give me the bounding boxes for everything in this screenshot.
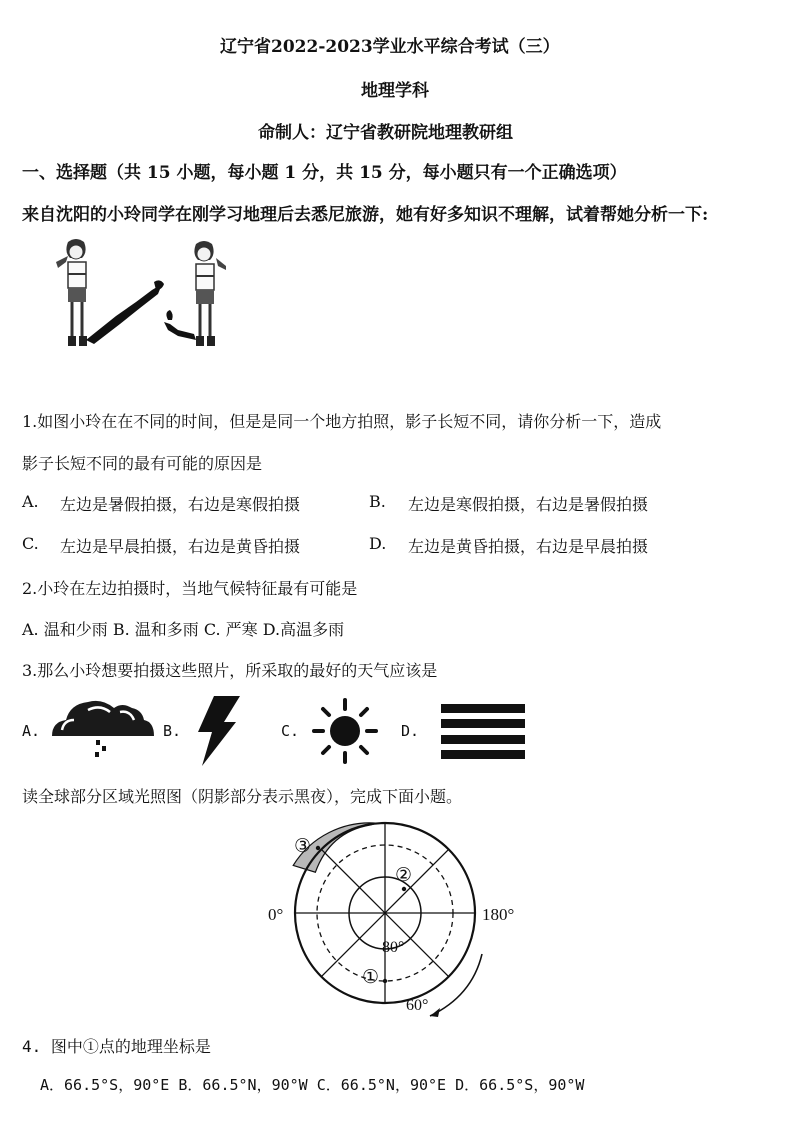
q1-option-d-label: D.	[369, 534, 387, 553]
label-60-deg: 60°	[406, 997, 429, 1014]
label-0-deg: 0°	[268, 905, 284, 924]
label-point-2: ②	[395, 865, 413, 886]
sun-icon	[312, 698, 378, 764]
intro-text: 来自沈阳的小玲同学在刚学习地理后去悉尼旅游，她有好多知识不理解，试着帮她分析一下:	[22, 205, 709, 225]
lightning-icon	[194, 696, 242, 766]
q2-stem: 2.小玲在左边拍摄时，当地气候特征最有可能是	[22, 579, 358, 598]
q4-stem: 4. 图中①点的地理坐标是	[22, 1037, 211, 1056]
label-point-1: ①	[362, 967, 380, 988]
point-3-dot	[316, 846, 320, 850]
left-girl-figure	[56, 239, 164, 346]
q3-option-a-label: A.	[22, 722, 41, 740]
author-line: 命制人：辽宁省教研院地理教研组	[258, 123, 513, 143]
map-intro: 读全球部分区域光照图（阴影部分表示黑夜），完成下面小题。	[22, 787, 463, 806]
q3-option-d-label: D.	[401, 722, 420, 740]
q1-option-b: 左边是寒假拍摄，右边是暑假拍摄	[408, 495, 649, 514]
q1-option-a: 左边是暑假拍摄，右边是寒假拍摄	[60, 495, 301, 514]
q1-option-c: 左边是早晨拍摄，右边是黄昏拍摄	[60, 537, 301, 556]
polar-illumination-diagram	[260, 818, 515, 1018]
q3-option-b-label: B.	[163, 722, 182, 740]
rain-cloud-icon	[48, 696, 156, 758]
fog-icon	[441, 704, 525, 760]
label-180-deg: 180°	[482, 905, 515, 924]
point-2-dot	[402, 887, 406, 891]
q3-option-c-label: C.	[281, 722, 300, 740]
right-girl-figure	[164, 241, 226, 346]
exam-title: 辽宁省2022-2023学业水平综合考试（三）	[220, 37, 560, 57]
subject-title: 地理学科	[361, 81, 429, 101]
rotation-arrow-head	[430, 1008, 440, 1017]
q3-stem: 3.那么小玲想要拍摄这些照片，所采取的最好的天气应该是	[22, 661, 438, 680]
point-1-dot	[383, 979, 387, 983]
q1-stem-line2: 影子长短不同的最有可能的原因是	[22, 454, 263, 473]
q1-option-c-label: C.	[22, 534, 39, 553]
label-point-3: ③	[294, 836, 312, 857]
q1-option-b-label: B.	[369, 492, 386, 511]
label-80-deg: 80°	[382, 939, 405, 956]
q1-option-a-label: A.	[22, 492, 39, 511]
section-heading: 一、选择题（共 15 小题，每小题 1 分，共 15 分，每小题只有一个正确选项）	[22, 163, 627, 183]
q1-option-d: 左边是黄昏拍摄，右边是早晨拍摄	[408, 537, 649, 556]
q4-options: A．66.5°S，90°E B．66.5°N，90°W C．66.5°N，90°E D．66.5°S，90°W	[40, 1076, 585, 1094]
q1-stem-line1: 1.如图小玲在在不同的时间，但是是同一个地方拍照，影子长短不同，请你分析一下，造成	[22, 412, 662, 431]
girl-shadow-photo	[50, 236, 250, 360]
q2-options: A. 温和少雨 B. 温和多雨 C. 严寒 D.高温多雨	[22, 620, 345, 639]
